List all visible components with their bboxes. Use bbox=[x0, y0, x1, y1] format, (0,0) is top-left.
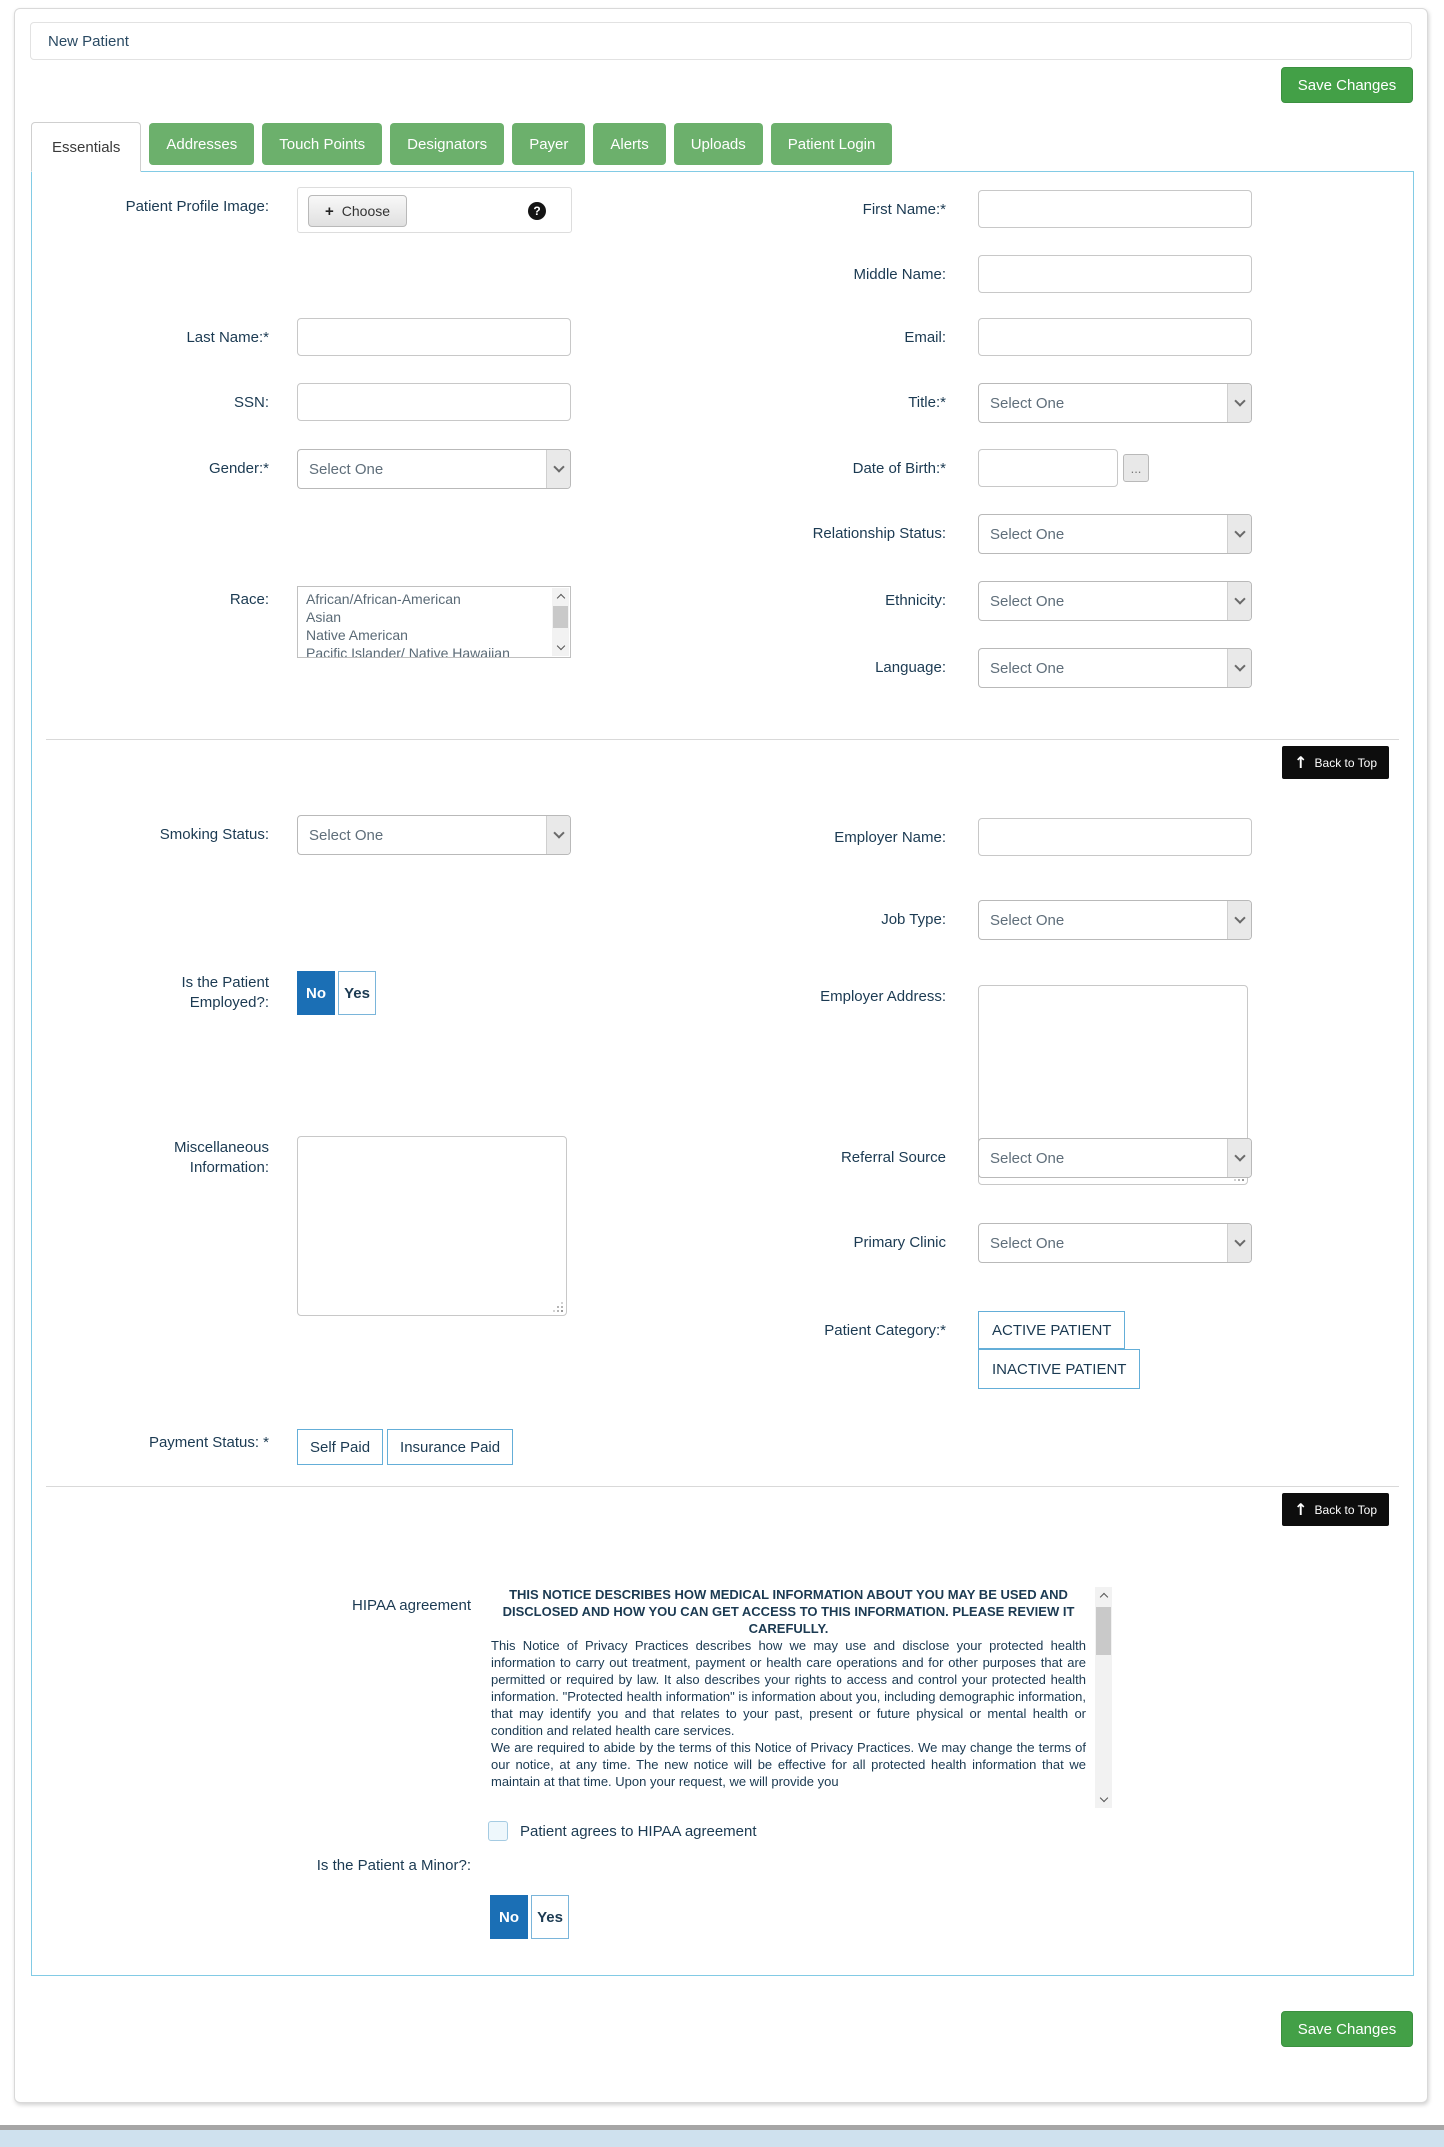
title-label: Title:* bbox=[908, 394, 946, 411]
primary-clinic-select-value: Select One bbox=[990, 1234, 1065, 1252]
job-type-select[interactable] bbox=[978, 900, 1252, 940]
date-of-birth-label: Date of Birth:* bbox=[852, 460, 946, 477]
is-employed-no-button[interactable]: No bbox=[297, 971, 335, 1015]
scroll-up-icon[interactable] bbox=[1095, 1587, 1112, 1603]
field-patient-profile-image bbox=[32, 187, 572, 233]
employer-name-label: Employer Name: bbox=[834, 829, 946, 846]
back-to-top-button[interactable] bbox=[1282, 746, 1389, 779]
language-select-value: Select One bbox=[990, 659, 1065, 677]
patient-profile-image-label: Patient Profile Image: bbox=[125, 198, 269, 215]
language-select[interactable] bbox=[978, 648, 1252, 688]
profile-image-upload bbox=[297, 187, 572, 233]
resize-grip-icon[interactable] bbox=[552, 1301, 564, 1313]
field-is-minor bbox=[132, 1846, 491, 1876]
tab-bar bbox=[31, 121, 1412, 171]
tab-addresses[interactable]: Addresses bbox=[149, 123, 254, 165]
ethnicity-select-value: Select One bbox=[990, 592, 1065, 610]
field-patient-category bbox=[608, 1311, 1140, 1389]
new-patient-card bbox=[14, 8, 1428, 2103]
last-name-label: Last Name:* bbox=[186, 329, 269, 346]
scrollbar-thumb[interactable] bbox=[1096, 1607, 1111, 1655]
tab-payer[interactable]: Payer bbox=[512, 123, 585, 165]
gender-select[interactable] bbox=[297, 449, 571, 489]
field-ethnicity bbox=[608, 581, 1252, 621]
field-primary-clinic bbox=[608, 1223, 1252, 1263]
relationship-status-select[interactable] bbox=[978, 514, 1252, 554]
page-title: New Patient bbox=[48, 32, 129, 50]
employer-name-input[interactable] bbox=[978, 818, 1252, 856]
tab-touch-points[interactable]: Touch Points bbox=[262, 123, 382, 165]
tab-essentials[interactable]: Essentials bbox=[31, 122, 141, 172]
field-title bbox=[608, 383, 1252, 423]
date-picker-button[interactable]: ... bbox=[1123, 454, 1149, 482]
date-of-birth-input[interactable] bbox=[978, 449, 1118, 487]
is-minor-toggle bbox=[490, 1895, 569, 1939]
choose-file-button[interactable] bbox=[308, 195, 407, 227]
chevron-down-icon bbox=[546, 816, 570, 854]
chevron-down-icon bbox=[1227, 1139, 1251, 1177]
middle-name-label: Middle Name: bbox=[853, 266, 946, 283]
field-email bbox=[608, 318, 1252, 356]
gender-label: Gender:* bbox=[208, 460, 269, 477]
tab-alerts[interactable]: Alerts bbox=[593, 123, 665, 165]
field-referral-source bbox=[608, 1138, 1252, 1178]
referral-source-select[interactable] bbox=[978, 1138, 1252, 1178]
misc-info-textarea[interactable] bbox=[297, 1136, 567, 1316]
race-listbox[interactable] bbox=[297, 586, 571, 658]
race-scrollbar[interactable] bbox=[552, 588, 569, 656]
scroll-up-icon[interactable] bbox=[552, 588, 569, 604]
chevron-down-icon bbox=[546, 450, 570, 488]
hipaa-notice-heading: THIS NOTICE DESCRIBES HOW MEDICAL INFORMATION ABOUT YOU MAY BE USED AND DISCLOSED AND HOW YOU CAN GET ACCESS TO THIS INFORMATION. PLEASE REVIEW IT CAREFULLY. bbox=[502, 1587, 1075, 1636]
is-minor-no-button[interactable]: No bbox=[490, 1895, 528, 1939]
employer-address-label: Employer Address: bbox=[820, 988, 946, 1005]
email-label: Email: bbox=[904, 329, 946, 346]
field-job-type bbox=[608, 900, 1252, 940]
hipaa-notice-panel bbox=[491, 1586, 1113, 1809]
field-misc-info bbox=[32, 1136, 567, 1316]
payment-status-buttons bbox=[297, 1429, 517, 1465]
race-option[interactable]: Asian bbox=[306, 609, 342, 625]
field-first-name bbox=[608, 190, 1252, 228]
smoking-status-label: Smoking Status: bbox=[159, 826, 269, 843]
first-name-input[interactable] bbox=[978, 190, 1252, 228]
language-label: Language: bbox=[875, 659, 946, 676]
middle-name-input[interactable] bbox=[978, 255, 1252, 293]
tab-designators[interactable]: Designators bbox=[390, 123, 504, 165]
field-last-name bbox=[32, 318, 571, 356]
field-relationship-status bbox=[608, 514, 1252, 554]
is-employed-label: Is the Patient Employed?: bbox=[181, 974, 269, 1011]
ssn-label: SSN: bbox=[233, 394, 269, 411]
chevron-down-icon bbox=[1227, 515, 1251, 553]
field-employer-name bbox=[608, 818, 1252, 856]
section-divider bbox=[46, 1486, 1399, 1487]
referral-source-select-value: Select One bbox=[990, 1149, 1065, 1167]
up-arrow-icon: ↑ bbox=[1294, 753, 1308, 772]
ssn-input[interactable] bbox=[297, 383, 571, 421]
scrollbar-thumb[interactable] bbox=[553, 606, 568, 628]
field-smoking-status bbox=[32, 815, 571, 855]
save-changes-button-top[interactable]: Save Changes bbox=[1281, 67, 1413, 103]
chevron-down-icon bbox=[1227, 582, 1251, 620]
field-race bbox=[32, 586, 571, 658]
chevron-down-icon bbox=[1227, 901, 1251, 939]
race-option[interactable]: Pacific Islander/ Native Hawaiian bbox=[306, 645, 510, 658]
up-arrow-icon: ↑ bbox=[1294, 1500, 1308, 1519]
chevron-down-icon bbox=[1227, 1224, 1251, 1262]
hipaa-agreement-label: HIPAA agreement bbox=[352, 1597, 471, 1614]
horizontal-scrollbar[interactable] bbox=[0, 2125, 1444, 2147]
hipaa-agree-row bbox=[488, 1821, 757, 1841]
field-payment-status bbox=[32, 1423, 517, 1465]
is-employed-toggle bbox=[297, 971, 376, 1015]
misc-info-label: Miscellaneous Information: bbox=[173, 1139, 269, 1176]
back-to-top-label: Back to Top bbox=[1314, 1502, 1377, 1517]
back-to-top-button[interactable] bbox=[1282, 1493, 1389, 1526]
inactive-patient-button[interactable]: INACTIVE PATIENT bbox=[978, 1349, 1140, 1389]
race-option[interactable]: Native American bbox=[306, 627, 408, 643]
field-date-of-birth bbox=[608, 449, 1149, 487]
hipaa-scrollbar[interactable] bbox=[1095, 1587, 1112, 1808]
field-hipaa-agreement bbox=[132, 1586, 491, 1616]
chevron-down-icon bbox=[1227, 649, 1251, 687]
referral-source-label: Referral Source bbox=[840, 1149, 946, 1166]
race-option[interactable]: African/African-American bbox=[306, 591, 461, 607]
payment-status-label: Payment Status: * bbox=[148, 1434, 269, 1451]
relationship-status-select-value: Select One bbox=[990, 525, 1065, 543]
page-title-bar bbox=[30, 22, 1412, 60]
tab-patient-login[interactable]: Patient Login bbox=[771, 123, 893, 165]
field-gender bbox=[32, 449, 571, 489]
essentials-form-panel bbox=[31, 171, 1414, 1976]
field-ssn bbox=[32, 383, 571, 421]
choose-file-label: Choose bbox=[341, 203, 391, 219]
last-name-input[interactable] bbox=[297, 318, 571, 356]
job-type-label: Job Type: bbox=[881, 911, 946, 928]
self-paid-button[interactable]: Self Paid bbox=[297, 1429, 383, 1465]
field-middle-name bbox=[608, 255, 1252, 293]
email-input[interactable] bbox=[978, 318, 1252, 356]
job-type-select-value: Select One bbox=[990, 911, 1065, 929]
patient-category-label: Patient Category:* bbox=[824, 1322, 946, 1339]
race-label: Race: bbox=[229, 591, 269, 608]
back-to-top-label: Back to Top bbox=[1314, 755, 1377, 770]
hipaa-notice-paragraph: We are required to abide by the terms of this Notice of Privacy Practices. We may change the terms of our notice, at any time. The new notice will be effective for all protected health information that we maintain at that time. Upon your request, we will provide you bbox=[491, 1740, 1086, 1789]
is-employed-yes-button[interactable]: Yes bbox=[338, 971, 376, 1015]
ethnicity-label: Ethnicity: bbox=[885, 592, 946, 609]
scroll-down-icon[interactable] bbox=[552, 640, 569, 656]
plus-icon: + bbox=[325, 202, 334, 220]
relationship-status-label: Relationship Status: bbox=[812, 525, 946, 542]
field-is-employed bbox=[32, 971, 376, 1015]
primary-clinic-label: Primary Clinic bbox=[853, 1234, 946, 1251]
active-patient-button[interactable]: ACTIVE PATIENT bbox=[978, 1311, 1125, 1349]
save-changes-button-bottom[interactable]: Save Changes bbox=[1281, 2011, 1413, 2047]
chevron-down-icon bbox=[1227, 384, 1251, 422]
section-divider bbox=[46, 739, 1399, 740]
hipaa-agree-checkbox[interactable] bbox=[488, 1821, 508, 1841]
hipaa-notice-paragraph: This Notice of Privacy Practices describes how we may use and disclose your protected health information to carry out treatment, payment or health care operations and for other purposes that are permitted or required by law. It also describes your rights to access and control your protected health information. "Protected health information" is information about you, including demographic information, that may identify you and that relates to your past, present or future physical or mental health or condition and related health care services. bbox=[491, 1638, 1086, 1738]
scroll-down-icon[interactable] bbox=[1095, 1792, 1112, 1808]
title-select[interactable] bbox=[978, 383, 1252, 423]
is-minor-yes-button[interactable]: Yes bbox=[531, 1895, 569, 1939]
smoking-status-select[interactable] bbox=[297, 815, 571, 855]
hipaa-agree-label: Patient agrees to HIPAA agreement bbox=[520, 1822, 757, 1840]
first-name-label: First Name:* bbox=[862, 201, 946, 218]
primary-clinic-select[interactable] bbox=[978, 1223, 1252, 1263]
question-mark-icon[interactable]: ? bbox=[528, 202, 546, 220]
insurance-paid-button[interactable]: Insurance Paid bbox=[387, 1429, 513, 1465]
gender-select-value: Select One bbox=[309, 460, 384, 478]
ethnicity-select[interactable] bbox=[978, 581, 1252, 621]
smoking-status-select-value: Select One bbox=[309, 826, 384, 844]
patient-category-buttons bbox=[978, 1311, 1140, 1389]
title-select-value: Select One bbox=[990, 394, 1065, 412]
field-language bbox=[608, 648, 1252, 688]
tab-uploads[interactable]: Uploads bbox=[674, 123, 763, 165]
is-minor-label: Is the Patient a Minor?: bbox=[316, 1857, 471, 1874]
